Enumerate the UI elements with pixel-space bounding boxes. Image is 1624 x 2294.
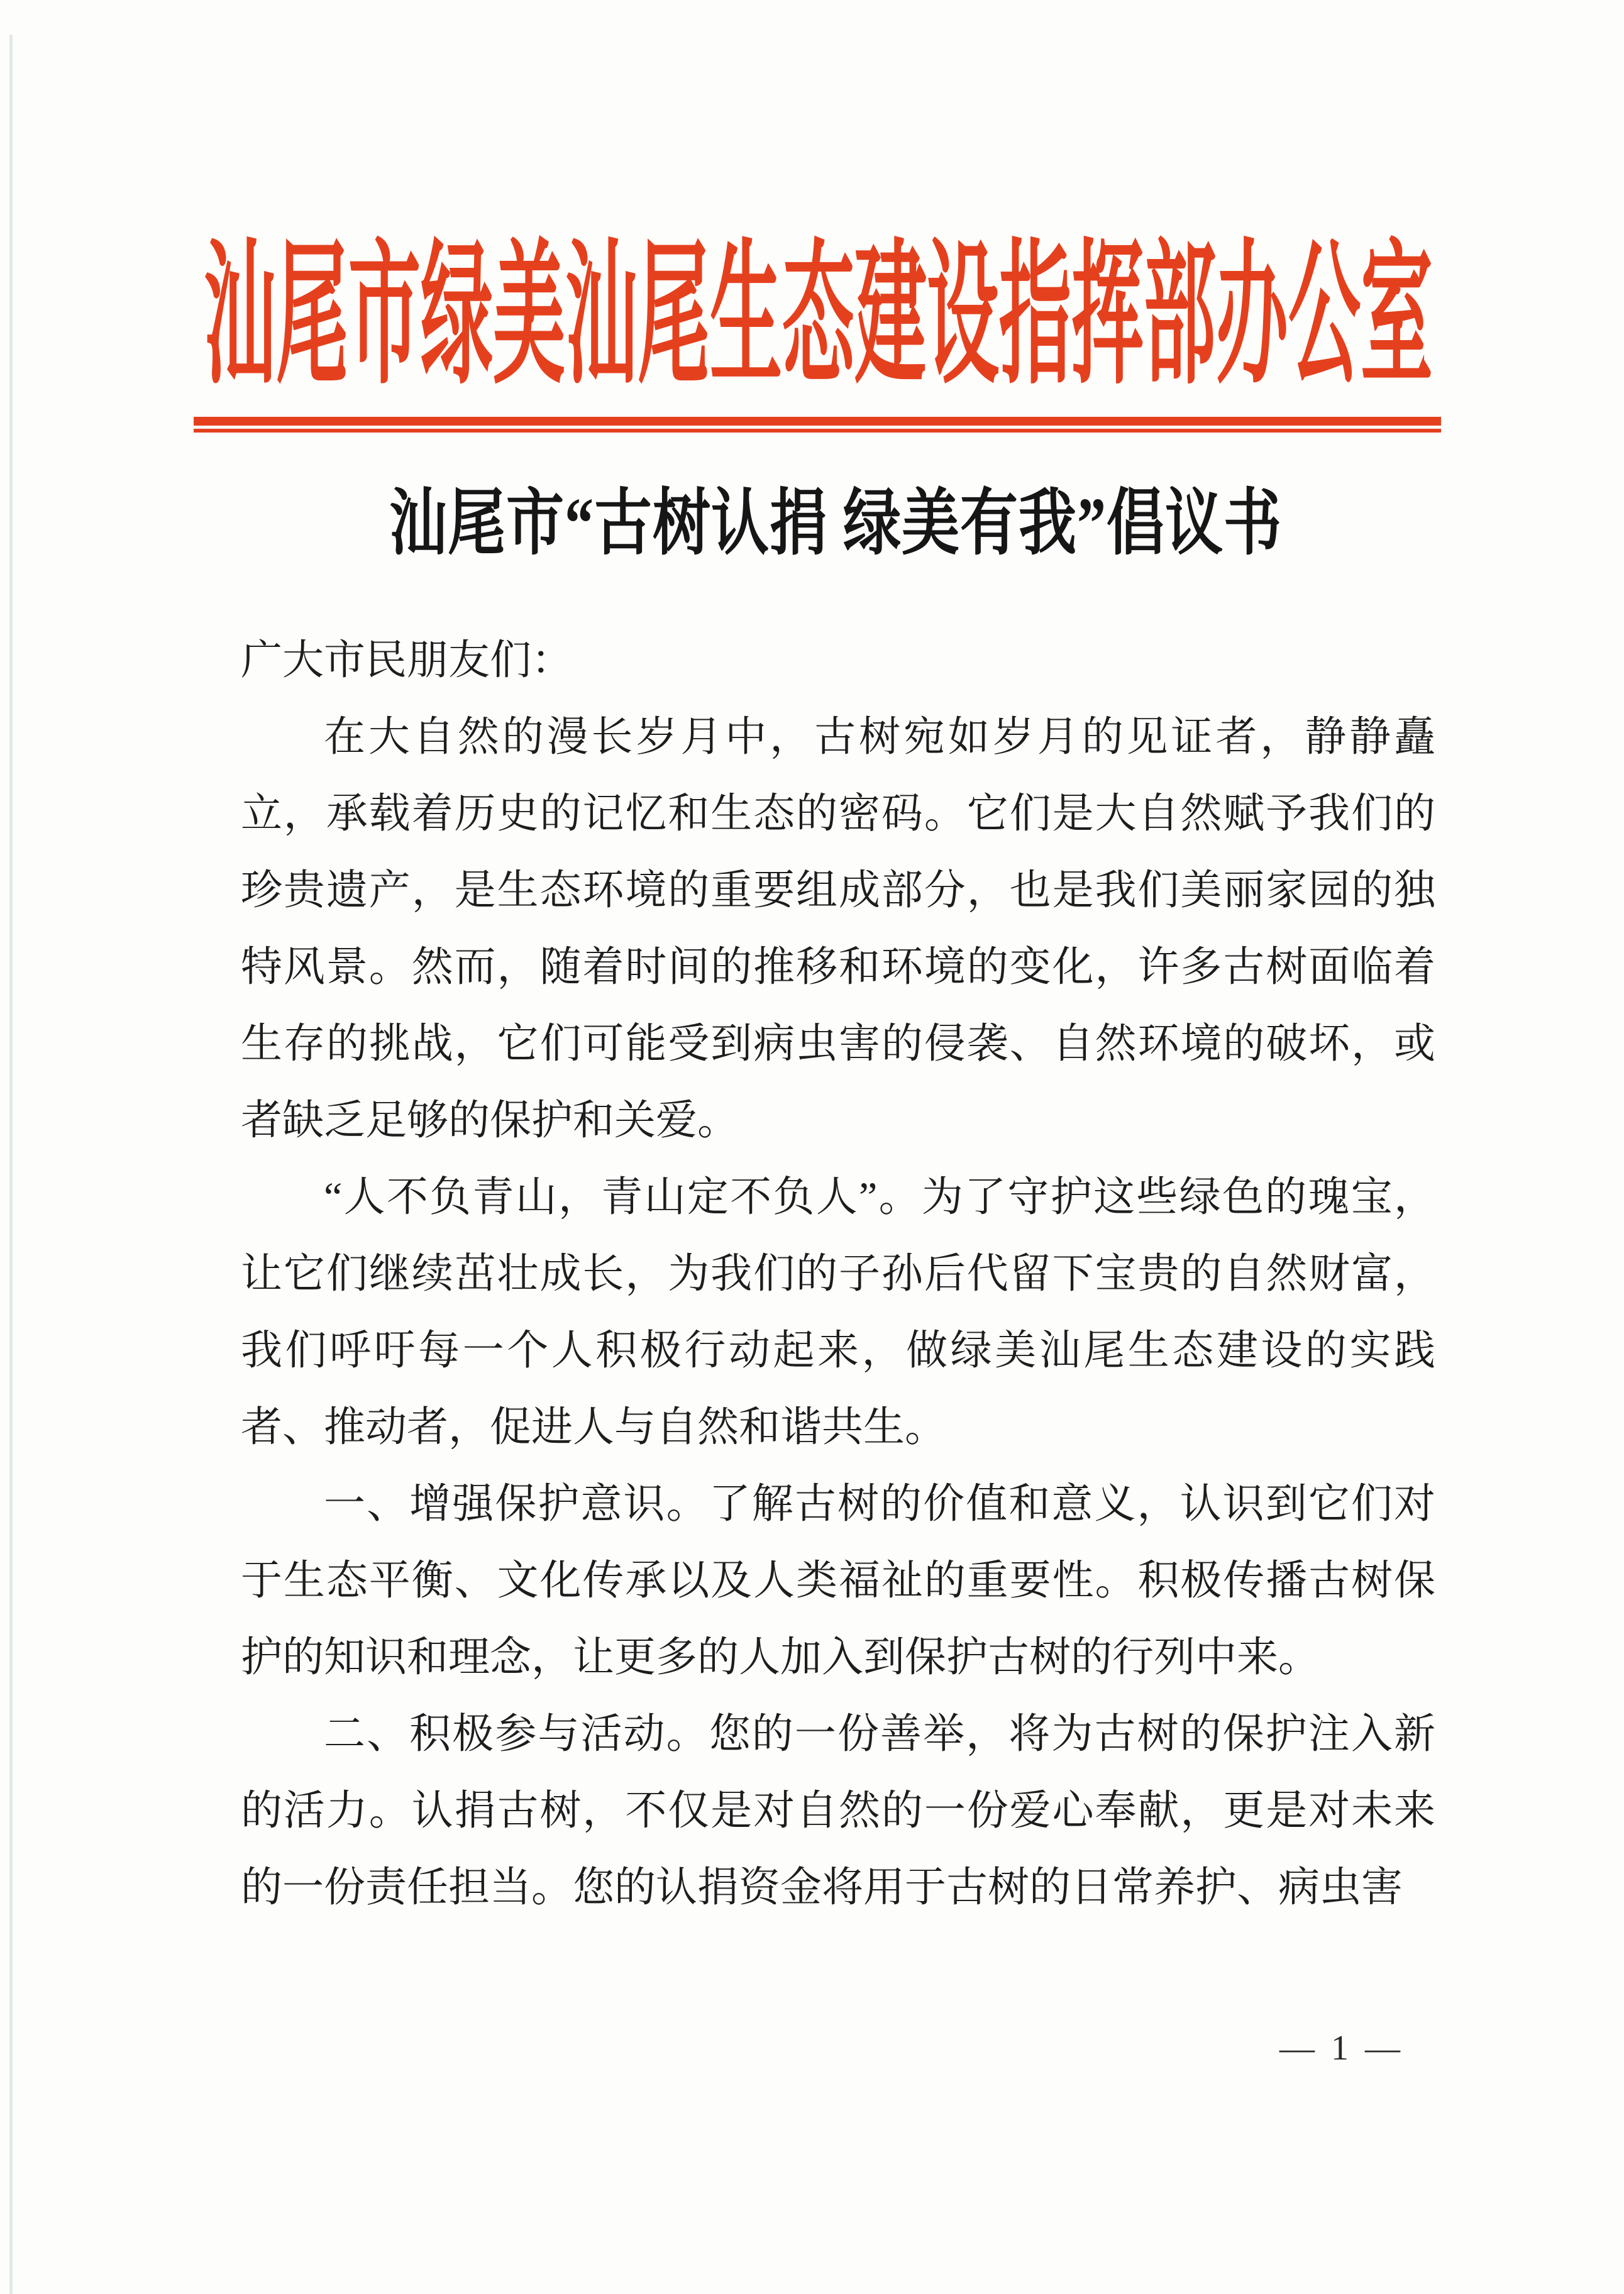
paragraph-list: [241, 699, 1435, 1926]
body-paragraph: 在大自然的漫长岁月中，古树宛如岁月的见证者，静静矗立，承载着历史的记忆和生态的密码。它们是大自然赋予我们的珍贵遗产，是生态环境的重要组成部分，也是我们美丽家园的独特风景。然而，随着时间的推移和环境的变化，许多古树面临着生存的挑战，它们可能受到病虫害的侵袭、自然环境的破坏，或者缺乏足够的保护和关爱。: [241, 714, 1435, 1144]
red-separator: [194, 417, 1441, 433]
body-paragraph: “人不负青山，青山定不负人”。为了守护这些绿色的瑰宝，让它们继续茁壮成长，为我们的子孙后代留下宝贵的自然财富，我们呼吁每一个人积极行动起来，做绿美汕尾生态建设的实践者、推动者，促进人与自然和谐共生。: [241, 1174, 1435, 1450]
document-title: 汕尾市“古树认捐 绿美有我”倡议书: [389, 483, 1282, 563]
red-separator-thick-line: [194, 417, 1441, 426]
salutation: 广大市民朋友们：: [241, 637, 573, 683]
document-body: [241, 622, 1435, 1926]
letterhead-title: 汕尾市绿美汕尾生态建设指挥部办公室: [203, 231, 1433, 403]
body-paragraph: 一、增强保护意识。了解古树的价值和意义，认识到它们对于生态平衡、文化传承以及人类福祉的重要性。积极传播古树保护的知识和理念，让更多的人加入到保护古树的行列中来。: [241, 1481, 1435, 1680]
red-separator-thin-line: [194, 429, 1441, 433]
page-number: — 1 —: [1279, 2029, 1404, 2068]
body-paragraph: 二、积极参与活动。您的一份善举，将为古树的保护注入新的活力。认捐古树，不仅是对自然的一份爱心奉献，更是对未来的一份责任担当。您的认捐资金将用于古树的日常养护、病虫害: [241, 1711, 1435, 1911]
